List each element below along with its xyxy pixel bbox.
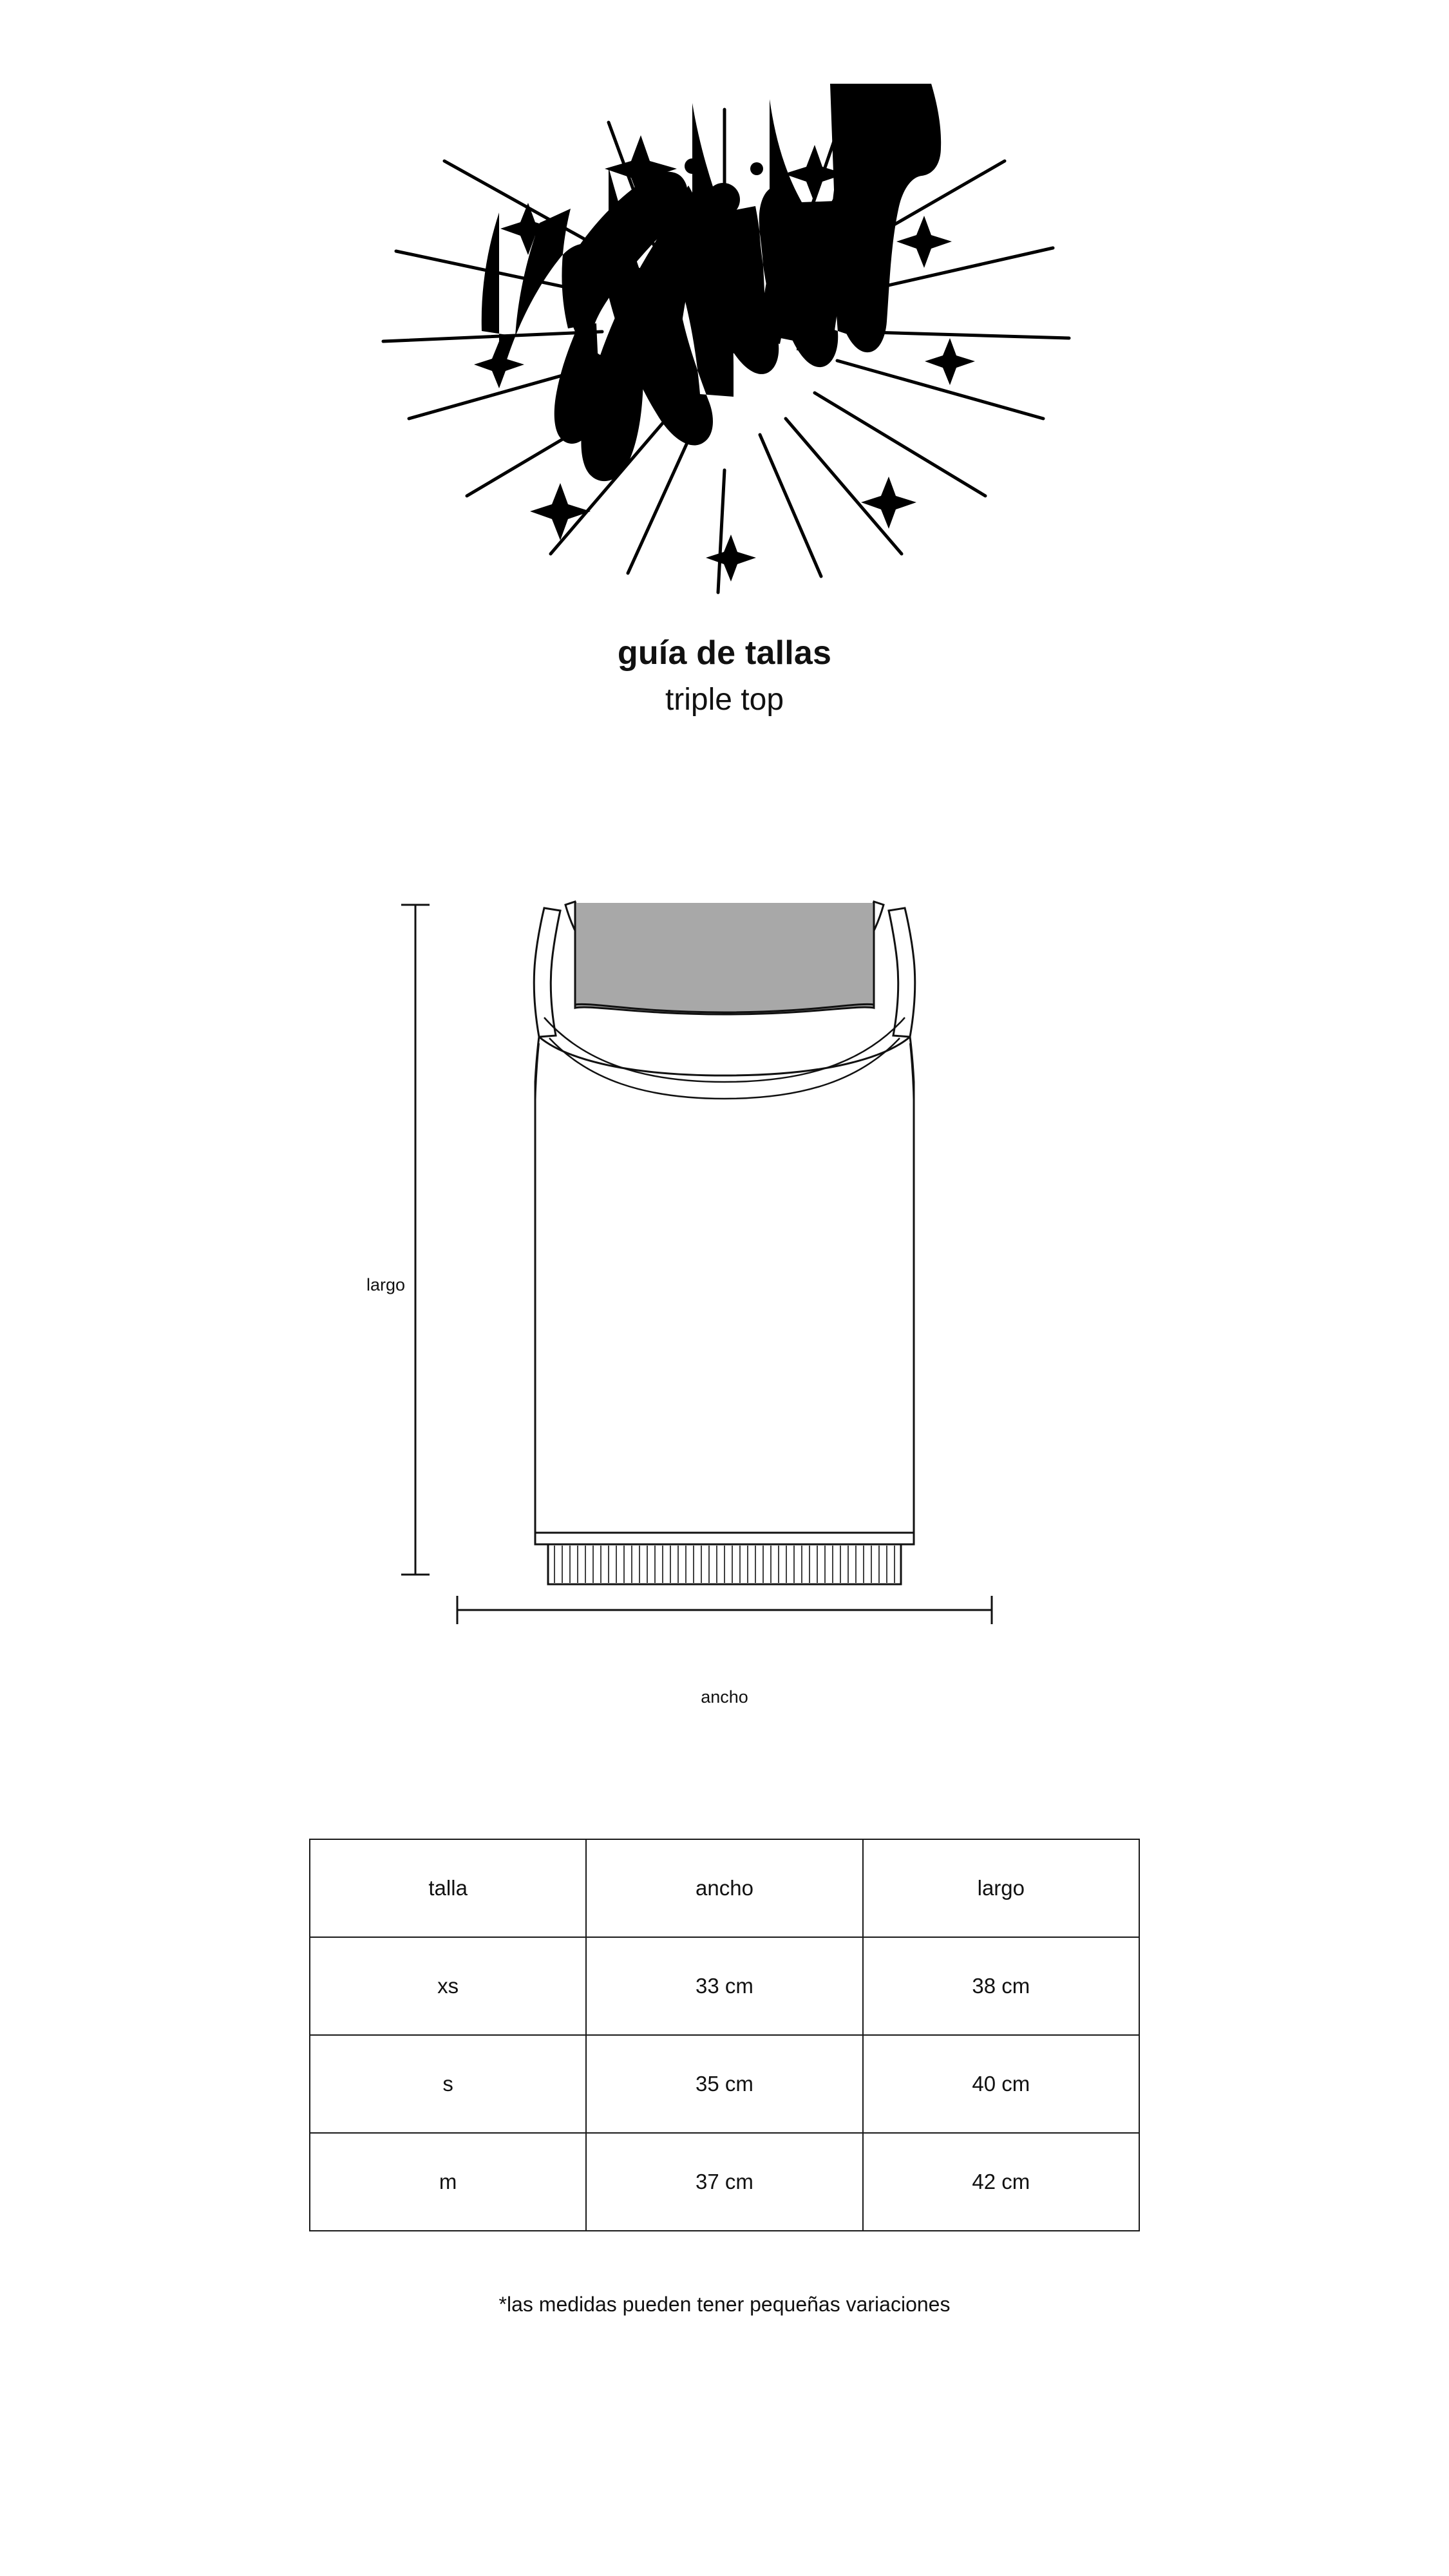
largo-label: largo bbox=[366, 1275, 406, 1294]
page-subtitle: triple top bbox=[665, 682, 784, 717]
cell-length: 42 cm bbox=[863, 2133, 1139, 2231]
ancho-label: ancho bbox=[701, 1687, 748, 1707]
largo-bracket bbox=[401, 905, 430, 1575]
cell-size: m bbox=[310, 2133, 586, 2231]
cell-size: xs bbox=[310, 1937, 586, 2035]
ancho-bracket bbox=[457, 1596, 992, 1624]
cell-length: 40 cm bbox=[863, 2035, 1139, 2133]
table-row bbox=[310, 1937, 1139, 2035]
cell-length: 38 cm bbox=[863, 1937, 1139, 2035]
measurements-footnote: *las medidas pueden tener pequeñas variaciones bbox=[498, 2293, 951, 2316]
table-header-ancho: ancho bbox=[586, 1839, 862, 1937]
table-header-row bbox=[310, 1839, 1139, 1937]
table-row bbox=[310, 2035, 1139, 2133]
cell-width: 37 cm bbox=[586, 2133, 862, 2231]
size-table bbox=[309, 1839, 1140, 2231]
cell-width: 35 cm bbox=[586, 2035, 862, 2133]
garment-body bbox=[535, 1037, 914, 1533]
table-header-talla: talla bbox=[310, 1839, 586, 1937]
page-title: guía de tallas bbox=[617, 634, 832, 672]
strap-left bbox=[534, 908, 560, 1037]
page-title-block bbox=[0, 634, 1449, 717]
table-row bbox=[310, 2133, 1139, 2231]
strap-right bbox=[889, 908, 915, 1037]
garment-diagram bbox=[351, 889, 1098, 1739]
cell-size: s bbox=[310, 2035, 586, 2133]
cell-width: 33 cm bbox=[586, 1937, 862, 2035]
brand-logo bbox=[306, 84, 1143, 605]
table-header-largo: largo bbox=[863, 1839, 1139, 1937]
